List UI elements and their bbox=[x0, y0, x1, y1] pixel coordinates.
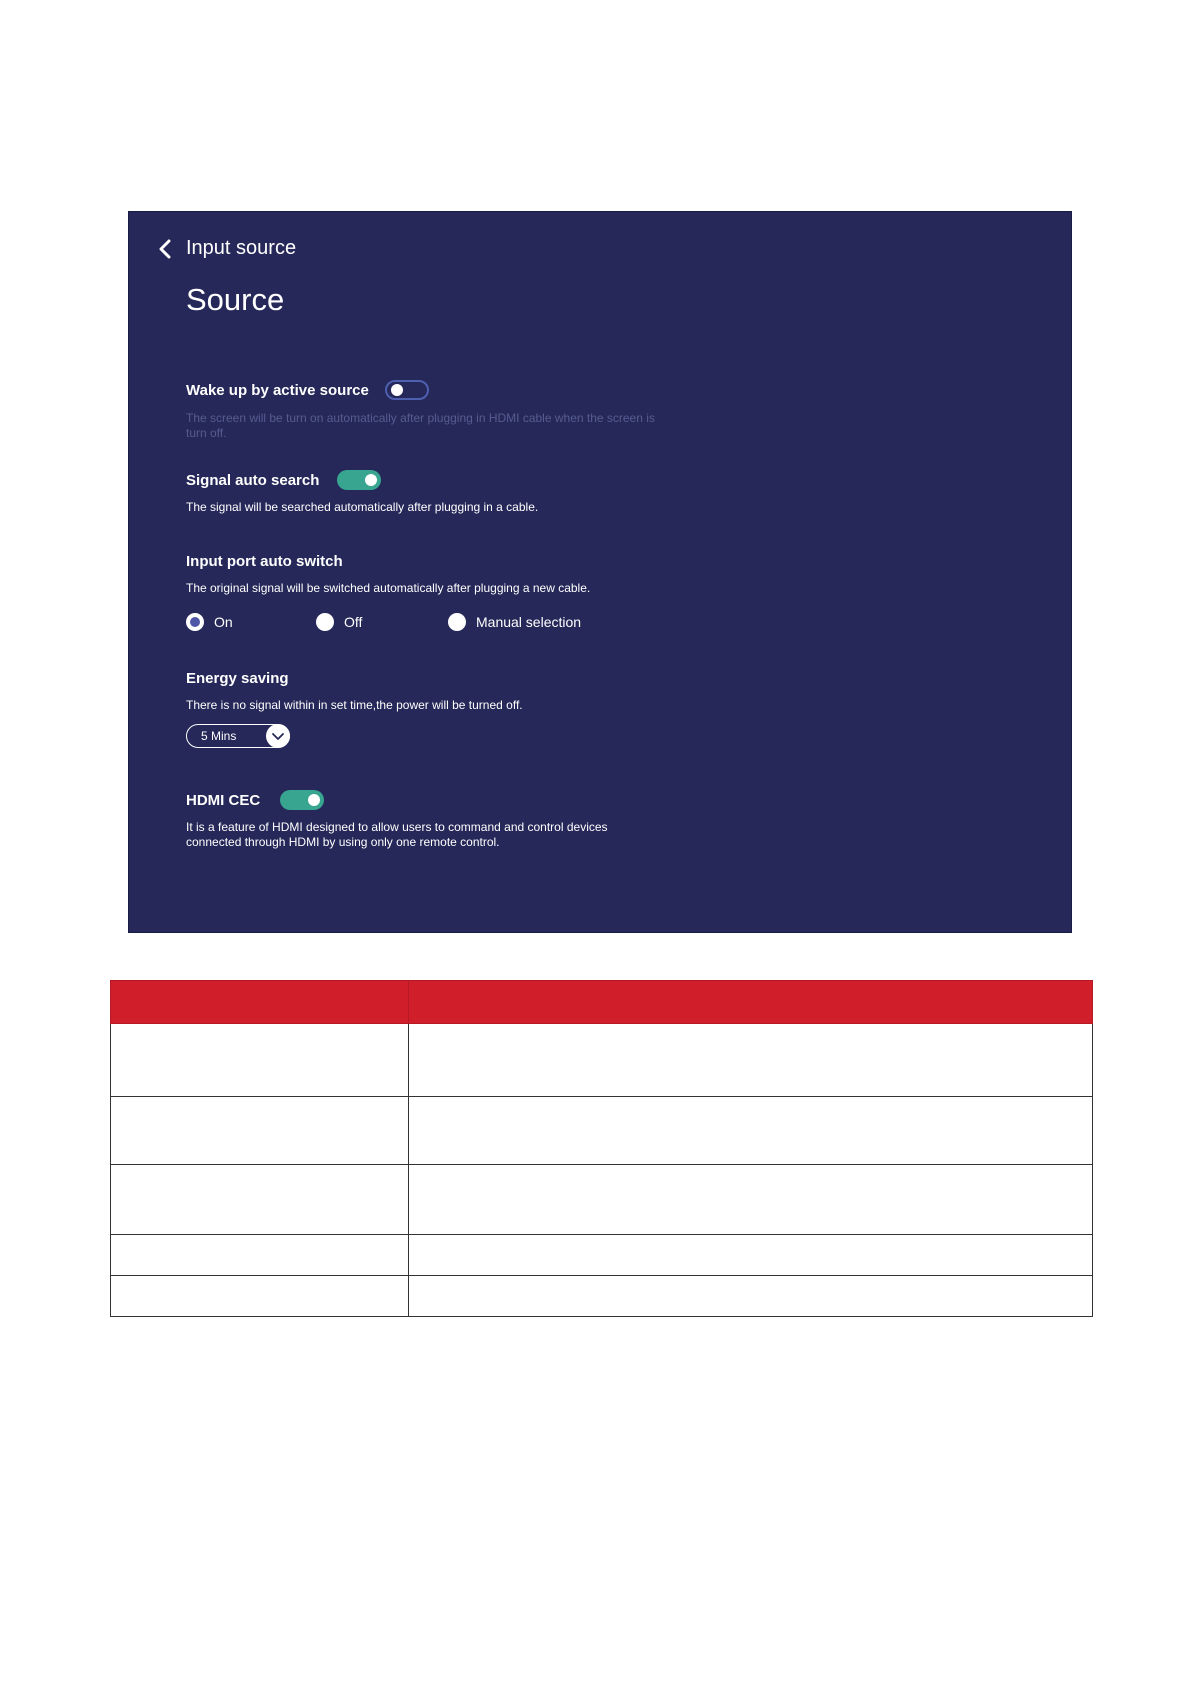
table-cell bbox=[409, 1276, 1093, 1317]
input-port-auto-switch-label: Input port auto switch bbox=[186, 553, 343, 570]
table-header-row bbox=[111, 981, 1093, 1024]
table bbox=[110, 980, 1093, 1317]
energy-saving-description: There is no signal within in set time,the power will be turned off. bbox=[186, 698, 523, 712]
table-cell bbox=[409, 1024, 1093, 1097]
page-title: Source bbox=[186, 282, 285, 317]
radio-label-on[interactable]: On bbox=[214, 614, 233, 630]
dropdown-value: 5 Mins bbox=[201, 729, 237, 743]
radio-on[interactable] bbox=[186, 613, 204, 631]
energy-saving-dropdown[interactable] bbox=[186, 724, 290, 748]
input-port-auto-switch-description: The original signal will be switched automatically after plugging a new cable. bbox=[186, 581, 591, 595]
table-cell bbox=[111, 1024, 409, 1097]
table-row bbox=[111, 1235, 1093, 1276]
settings-table bbox=[110, 980, 1093, 1317]
breadcrumb[interactable]: Input source bbox=[186, 237, 297, 259]
signal-auto-search-label: Signal auto search bbox=[186, 472, 320, 489]
table-row bbox=[111, 1024, 1093, 1097]
toggle-knob bbox=[391, 384, 403, 396]
radio-label-off[interactable]: Off bbox=[344, 614, 363, 630]
hdmi-cec-description: It is a feature of HDMI designed to allow users to command and control devices connected through HDMI by using only one remote control. bbox=[186, 820, 608, 849]
table-row bbox=[111, 1097, 1093, 1165]
chevron-down-icon[interactable] bbox=[266, 724, 290, 748]
table-cell bbox=[111, 1165, 409, 1235]
table-header-cell bbox=[409, 981, 1093, 1024]
signal-auto-search-description: The signal will be searched automatically after plugging in a cable. bbox=[186, 500, 539, 514]
table-cell bbox=[111, 1276, 409, 1317]
settings-screen bbox=[128, 211, 1072, 933]
table-cell bbox=[111, 1097, 409, 1165]
table-row bbox=[111, 1276, 1093, 1317]
table-row bbox=[111, 1165, 1093, 1235]
wake-up-description: The screen will be turn on automatically after plugging in HDMI cable when the screen is turn off. bbox=[186, 411, 655, 440]
energy-saving-label: Energy saving bbox=[186, 670, 289, 687]
radio-manual-selection[interactable] bbox=[448, 613, 466, 631]
radio-label-manual-selection[interactable]: Manual selection bbox=[476, 614, 582, 630]
table-cell bbox=[409, 1097, 1093, 1165]
hdmi-cec-label: HDMI CEC bbox=[186, 792, 261, 809]
table-cell bbox=[409, 1165, 1093, 1235]
radio-off[interactable] bbox=[316, 613, 334, 631]
wake-up-toggle[interactable] bbox=[385, 380, 429, 400]
back-arrow-icon[interactable] bbox=[157, 238, 175, 260]
signal-auto-search-toggle[interactable] bbox=[337, 470, 381, 490]
table-header-cell bbox=[111, 981, 409, 1024]
toggle-knob bbox=[308, 794, 320, 806]
table-cell bbox=[111, 1235, 409, 1276]
radio-selected-dot bbox=[190, 617, 200, 627]
table-cell bbox=[409, 1235, 1093, 1276]
toggle-knob bbox=[365, 474, 377, 486]
wake-up-label: Wake up by active source bbox=[186, 382, 369, 399]
hdmi-cec-toggle[interactable] bbox=[280, 790, 324, 810]
